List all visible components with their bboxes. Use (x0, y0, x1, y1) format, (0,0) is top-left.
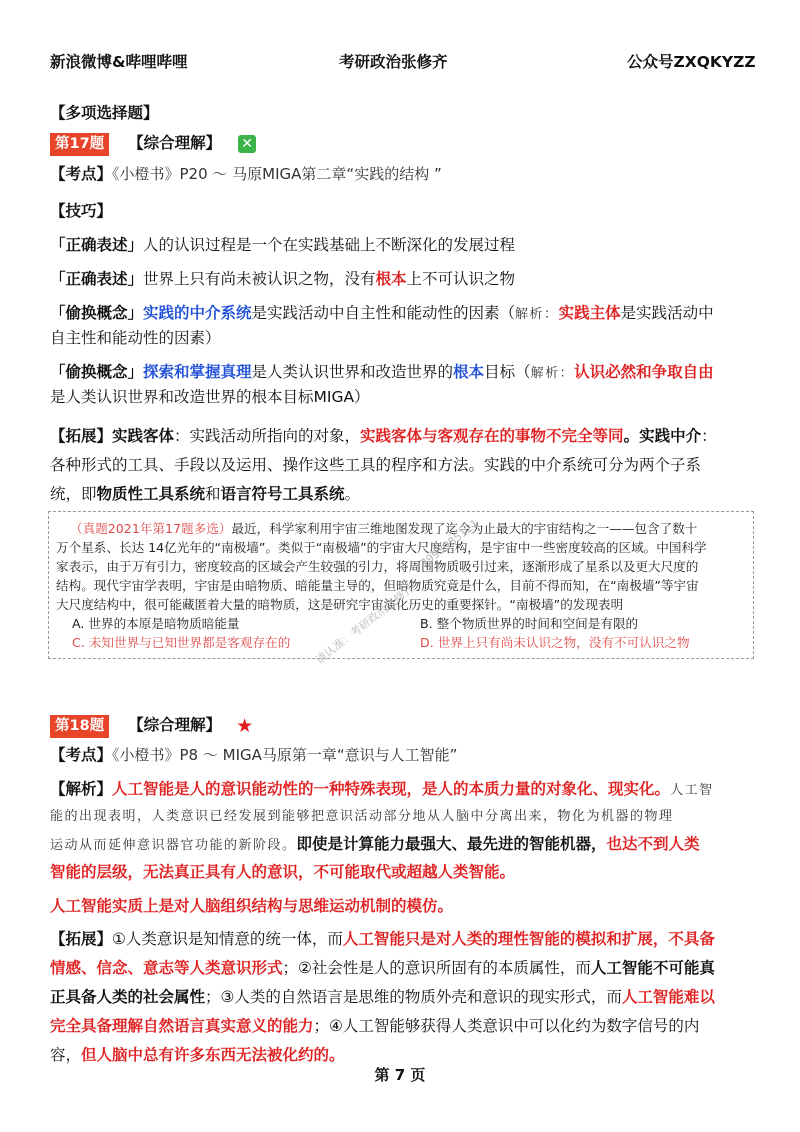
line-text: 和 (205, 485, 221, 503)
q17-type: 【综合理解】 (128, 134, 222, 152)
line-text: ；②社会性是人的意识所固有的本质属性，而 (282, 959, 591, 977)
script-text: 运动从而延伸意识器官功能的新阶段。 (50, 838, 297, 853)
red-highlight: 人工智能只是对人类的理性智能的模拟和扩展，不具备 (342, 930, 715, 948)
red-highlight: 是人的本质力量的对象化、现实化。 (422, 780, 671, 798)
q17-line1 (50, 234, 755, 256)
kaodian-text: 《小橙书》P8 ～ MIGA马原第一章“意识与人工智能” (112, 746, 458, 764)
line-text: 是实践活动中自主性和能动性的因素（ (251, 304, 516, 322)
option-c: C. 未知世界与已知世界都是客观存在的 (72, 635, 291, 650)
line-text: ①人类意识是知情意的统一体，而 (112, 930, 343, 948)
q18-jiexi-5: 人工智能实质上是对人脑组织结构与思维运动机制的模仿。 (50, 897, 454, 915)
q18-jiexi-1 (50, 778, 755, 802)
box-line2: 万个星系、长达 14亿光年的“南极墙”。类似于“南极墙”的宇宙大尺度结构，是宇宙中一些密度较高的区域。中国科学 (56, 540, 707, 555)
note-label: 解析： (515, 307, 559, 322)
q17-line4-cont: 是人类认识世界和改造世界的根本目标MIGA） (50, 388, 370, 406)
box-line4: 结构。现代宇宙学表明，宇宙是由暗物质、暗能量主导的，但暗物质究竟是什么，目前不得而知，在“南极墙”等宇宙 (56, 578, 699, 593)
q17-line2 (50, 268, 755, 290)
bold-term: 实践客体 (112, 427, 175, 445)
red-highlight: 实践客体与客观存在的事物不完全等同 (360, 427, 624, 445)
red-highlight: 但人脑中总有许多东西无法被化约的。 (81, 1046, 345, 1064)
red-highlight: 人工智能是人的意识能动性的一种特殊表现 (112, 780, 407, 798)
star-icon: ★ (236, 714, 254, 737)
box-line3: 家表示，由于万有引力，密度较高的区域会产生较强的引力，将周围物质吸引过来，逐渐形成了星系以及更大尺度的 (56, 559, 699, 574)
red-highlight: 完全具备理解自然语言真实意义的能力 (50, 1017, 314, 1035)
blue-highlight: 实践的中介系统 (143, 304, 252, 322)
bold-term: 实践中介 (639, 427, 702, 445)
line-text: 。 (623, 427, 640, 445)
bold-term: 物质性工具系统 (96, 485, 206, 503)
q17-line3 (50, 302, 755, 326)
line-text: ， (406, 780, 423, 798)
kaodian-label: 【考点】 (50, 746, 113, 764)
q18-kaodian (50, 744, 755, 766)
blue-highlight: 探索和掌握真理 (143, 363, 252, 381)
header-left: 新浪微博&哔哩哔哩 (50, 53, 188, 71)
note-label: 解析： (530, 366, 575, 381)
ext-label: 【拓展】 (50, 427, 113, 445)
red-highlight: 实践主体 (558, 304, 621, 322)
option-d: D. 世界上只有尚未认识之物，没有不可认识之物 (420, 635, 690, 650)
line-text: ；③人类的自然语言是思维的物质外壳和意识的现实形式，而 (205, 988, 622, 1006)
line-text: ： (701, 427, 717, 445)
watermark: 7993985121 (418, 516, 482, 571)
q17-heading (50, 132, 755, 156)
page-number: 第 7 页 (374, 1066, 426, 1084)
q18-heading (50, 714, 755, 738)
q17-line4 (50, 361, 755, 385)
ext-label: 【拓展】 (50, 930, 113, 948)
bold-text: 正具备人类的社会属性 (50, 988, 206, 1006)
exam-origin: （真题2021年第17题多选） (70, 521, 232, 536)
header-center: 考研政治张修齐 (339, 53, 448, 71)
box-line1 (56, 519, 697, 538)
line-text: 人的认识过程是一个在实践基础上不断深化的发展过程 (143, 236, 516, 254)
script-text: 人工智 (670, 783, 714, 798)
line-text: 容， (50, 1046, 82, 1064)
line-text: 目标（ (484, 363, 531, 381)
header-right: 公众号ZXQKYZZ (627, 53, 756, 71)
q18-type: 【综合理解】 (128, 716, 222, 734)
tag-swap: 「偷换概念」 (50, 304, 144, 322)
q17-ext-2: 各种形式的工具、手段以及运用、操作这些工具的程序和方法。实践的中介系统可分为两个子系 (50, 456, 702, 474)
jiqiao-label: 【技巧】 (50, 202, 113, 220)
line-text: 世界上只有尚未被认识之物，没有 (143, 270, 376, 288)
line-text: 统，即 (50, 485, 97, 503)
tag-correct: 「正确表述」 (50, 236, 144, 254)
line-text: ；④人工智能够获得人类意识中可以化约为数字信号的内 (313, 1017, 700, 1035)
q18-jiexi-2: 能的出现表明，人类意识已经发展到能够把意识活动部分地从人脑中分离出来，物化为机器的物理 (50, 809, 674, 824)
tag-correct: 「正确表述」 (50, 270, 144, 288)
line-text: 。 (344, 485, 361, 503)
kaodian-label: 【考点】 (50, 165, 113, 183)
bold-term: 语言符号工具系统 (220, 485, 345, 503)
tag-swap: 「偷换概念」 (50, 363, 144, 381)
jiexi-label: 【解析】 (50, 780, 113, 798)
q18-badge: 第18题 (50, 715, 109, 738)
line-text: ：实践活动所指向的对象， (174, 427, 361, 445)
q18-ext-1 (50, 928, 755, 950)
red-highlight: 人工智能难以 (621, 988, 715, 1006)
red-highlight: 认识必然和争取自由 (574, 363, 714, 381)
red-highlight: 根本 (375, 270, 407, 288)
line-text: 是人类认识世界和改造世界的 (251, 363, 454, 381)
bold-text: 即使是计算能力最强大、最先进的智能机器， (296, 835, 607, 853)
option-b: B. 整个物质世界的时间和空间是有限的 (420, 616, 639, 631)
red-highlight: 也达不到人类 (606, 835, 700, 853)
line-text: 是实践活动中 (620, 304, 714, 322)
box-line5: 大尺度结构中，很可能藏匿着大量的暗物质，这是研究宇宙演化历史的重要探针。“南极墙”的发现表明 (56, 597, 624, 612)
q18-ext-3 (50, 986, 755, 1008)
bold-text: 人工智能不可能真 (590, 959, 715, 977)
watermark: 请认准：考研政治张修齐 (313, 582, 417, 667)
q18-ext-5 (50, 1044, 755, 1066)
section-title: 【多项选择题】 (50, 104, 159, 122)
q18-jiexi-4: 智能的层级，无法真正具有人的意识，不可能取代或超越人类智能。 (50, 863, 516, 881)
line-text: 上不可认识之物 (406, 270, 516, 288)
kaodian-text: 《小橙书》P20 ～ 马原MIGA第二章“实践的结构 ” (112, 165, 442, 183)
q17-kaodian (50, 163, 755, 185)
q17-ext-3 (50, 483, 755, 505)
q18-ext-4 (50, 1015, 755, 1037)
box-text: 最近，科学家利用宇宙三维地图发现了迄今为止最大的宇宙结构之一——包含了数十 (231, 521, 698, 536)
q18-jiexi-3 (50, 833, 755, 857)
q17-ext-1 (50, 425, 755, 447)
blue-highlight: 根本 (453, 363, 485, 381)
q17-line3-cont: 自主性和能动性的因素） (50, 329, 221, 347)
q17-badge: 第17题 (50, 133, 109, 156)
red-highlight: 情感、信念、意志等人类意识形式 (50, 959, 283, 977)
cross-mark-icon: ✕ (238, 135, 256, 153)
q18-ext-2 (50, 957, 755, 979)
option-a: A. 世界的本原是暗物质暗能量 (72, 616, 240, 631)
